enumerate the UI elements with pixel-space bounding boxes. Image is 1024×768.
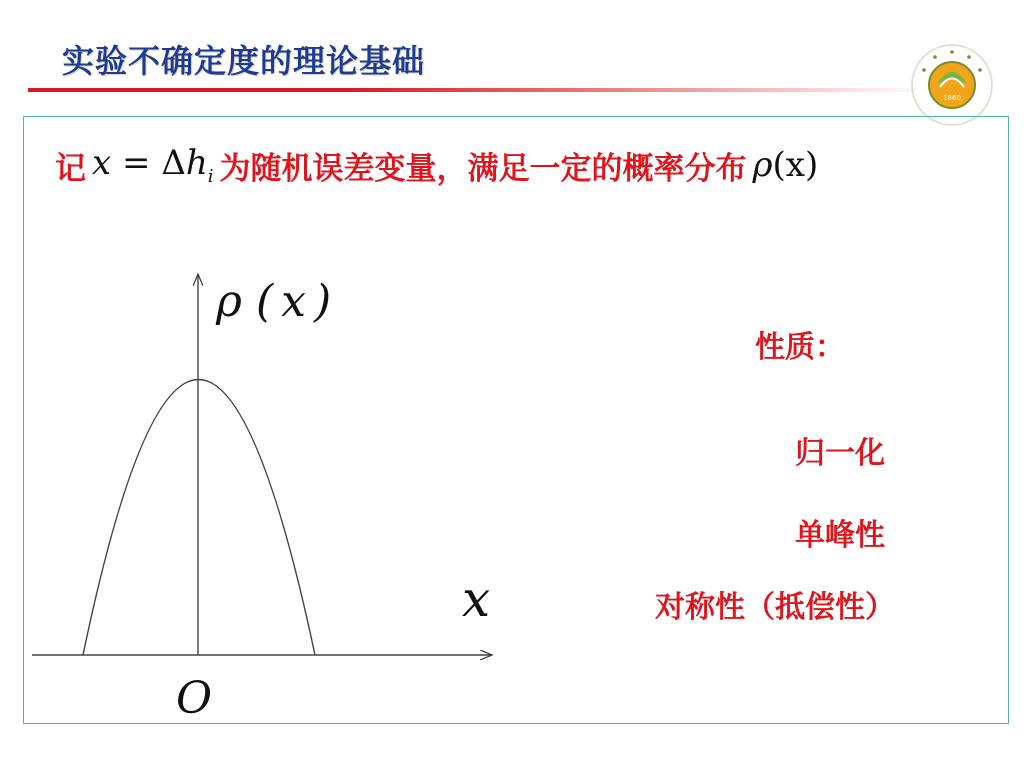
distribution-diagram: [30, 258, 500, 722]
formula-x: x: [92, 143, 112, 184]
seal-glyph-dot: [933, 55, 937, 59]
seal-glyph-dot: [950, 50, 954, 54]
seal-glyph-dot: [978, 68, 982, 72]
distribution-curve: [83, 380, 315, 656]
intro-prefix: 记: [55, 150, 86, 187]
formula-h: h: [185, 143, 208, 184]
slide-title: 实验不确定度的理论基础: [62, 42, 426, 80]
y-axis-label-arg: (x): [256, 276, 340, 327]
origin-label: O: [176, 673, 213, 722]
formula-equals: =: [122, 143, 151, 184]
seal-glyph-dot: [922, 68, 926, 72]
property-symmetry: 对称性（抵偿性）: [655, 590, 895, 625]
formula-subscript: i: [207, 165, 214, 187]
x-axis-label: x: [462, 570, 491, 628]
formula-rho-arg: (x): [772, 145, 819, 185]
formula-delta: Δ: [161, 143, 186, 184]
y-axis-label-rho: ρ: [216, 276, 242, 327]
formula-rho: ρ: [752, 145, 773, 185]
property-normalization: 归一化: [795, 436, 885, 471]
title-underline: [28, 88, 928, 92]
intro-middle-text: 为随机误差变量，满足一定的概率分布: [219, 150, 747, 187]
seal-glyph-dot: [967, 55, 971, 59]
seal-year: 1860: [943, 94, 961, 102]
intro-formula: [92, 143, 214, 187]
property-unimodality: 单峰性: [795, 518, 885, 553]
intro-statement: [55, 137, 824, 193]
intro-rho-formula: [753, 145, 819, 185]
properties-title: 性质：: [755, 330, 845, 365]
